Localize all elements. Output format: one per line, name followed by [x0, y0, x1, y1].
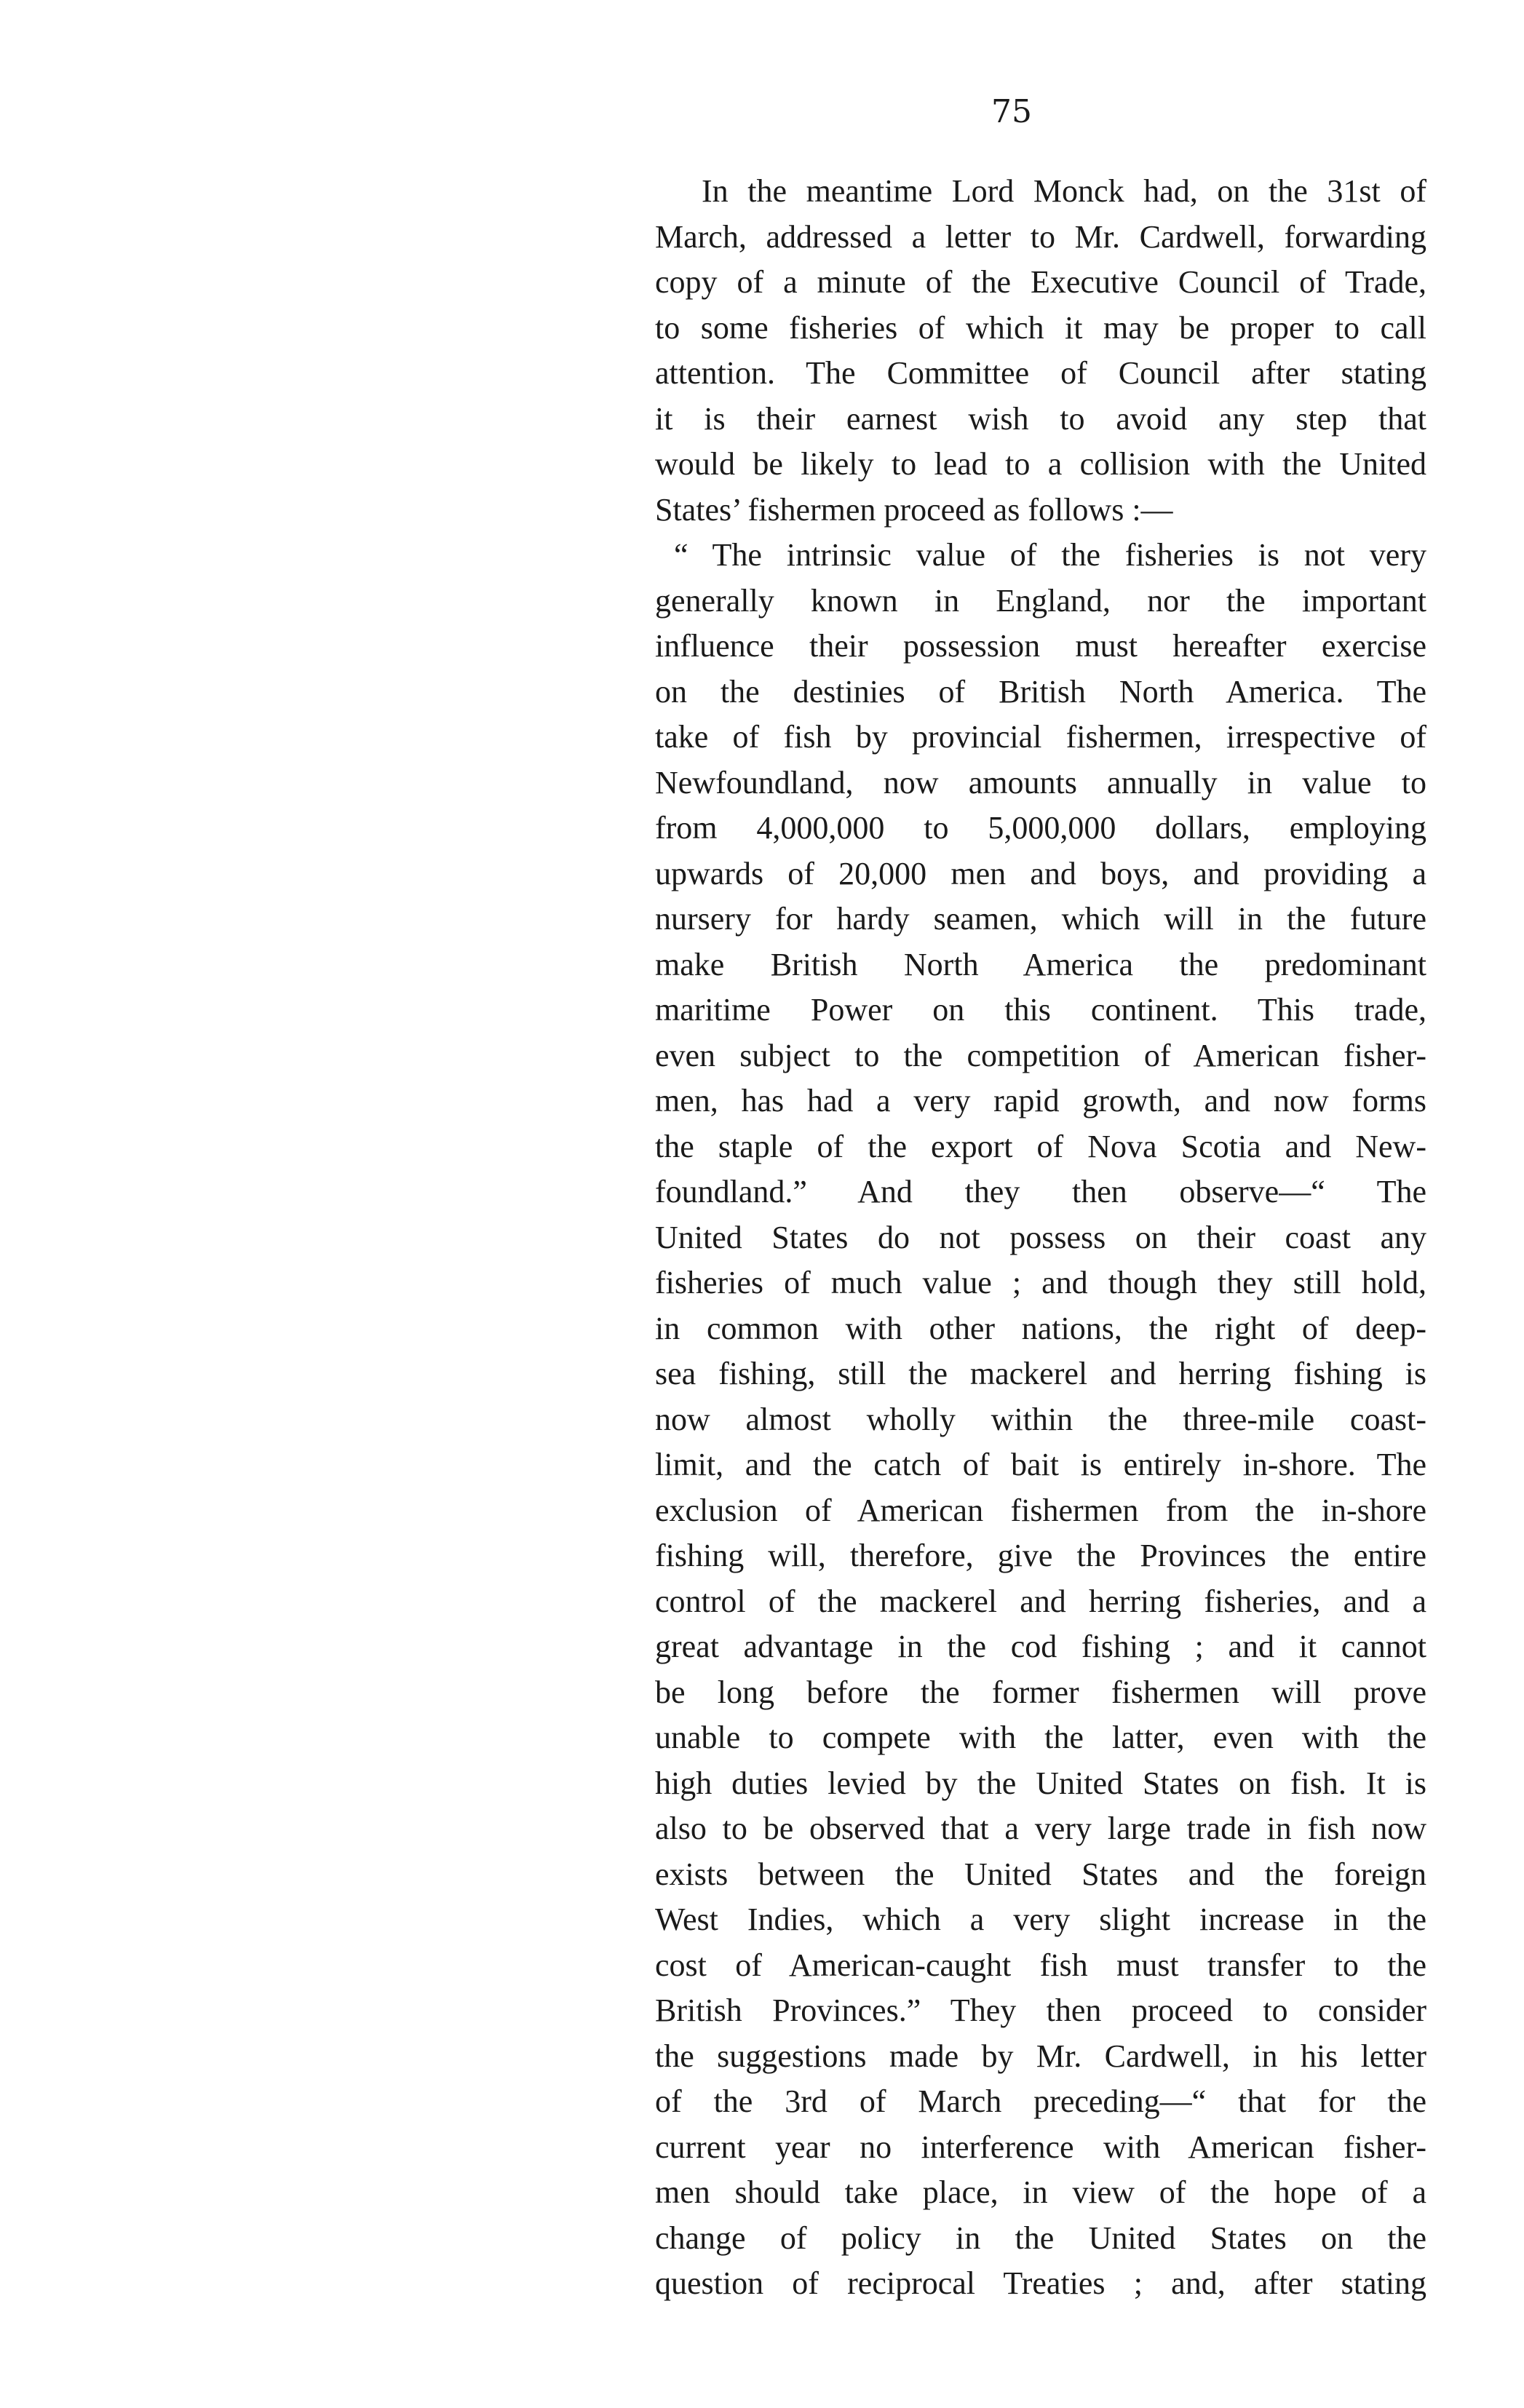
text-line: to some fisheries of which it may be proper to call — [655, 309, 1426, 346]
text-line: nursery for hardy seamen, which will in the future — [655, 901, 1426, 937]
text-line: would be likely to lead to a collision with the United — [655, 446, 1426, 482]
text-line: cost of American-caught fish must transfer to the — [655, 1947, 1426, 1983]
text-line: limit, and the catch of bait is entirely in-shore. The — [655, 1447, 1426, 1482]
text-line: unable to compete with the latter, even with the — [655, 1720, 1426, 1755]
text-line: upwards of 20,000 men and boys, and providing a — [655, 855, 1426, 891]
text-line: change of policy in the United States on the — [655, 2220, 1426, 2256]
text-line: on the destinies of British North America. The — [655, 673, 1426, 710]
text-line: fisheries of much value ; and though they still hold, — [655, 1265, 1426, 1300]
text-line: States’ fishermen proceed as follows :— — [655, 491, 1173, 528]
text-line: the suggestions made by Mr. Cardwell, in his letter — [655, 2038, 1426, 2074]
text-line: maritime Power on this continent. This trade, — [655, 992, 1426, 1028]
text-line: exclusion of American fishermen from the in-shore — [655, 1492, 1426, 1528]
text-line: also to be observed that a very large trade in fish now — [655, 1811, 1426, 1846]
text-line: be long before the former fishermen will prove — [655, 1674, 1426, 1710]
body-text — [655, 169, 1426, 2307]
text-line: exists between the United States and the foreign — [655, 1856, 1426, 1892]
text-line: sea fishing, still the mackerel and herring fishing is — [655, 1356, 1426, 1391]
text-line: in common with other nations, the right of deep- — [655, 1310, 1426, 1346]
text-line: the staple of the export of Nova Scotia and New- — [655, 1128, 1426, 1164]
text-line: take of fish by provincial fishermen, irrespective of — [655, 719, 1426, 755]
text-line: now almost wholly within the three-mile coast- — [655, 1401, 1426, 1437]
text-line: attention. The Committee of Council after stating — [655, 355, 1426, 391]
text-line: of the 3rd of March preceding—“ that for the — [655, 2083, 1426, 2119]
text-line: British Provinces.” They then proceed to consider — [655, 1992, 1426, 2028]
text-line: influence their possession must hereafter exercise — [655, 628, 1426, 664]
text-line: March, addressed a letter to Mr. Cardwell, forwarding — [655, 218, 1426, 255]
text-line: foundland.” And they then observe—“ The — [655, 1174, 1426, 1209]
text-line: West Indies, which a very slight increase in the — [655, 1902, 1426, 1937]
page-number: 75 — [991, 93, 1032, 130]
text-line: current year no interference with American fisher- — [655, 2129, 1426, 2165]
text-line: question of reciprocal Treaties ; and, after stating — [655, 2265, 1426, 2301]
text-line: men, has had a very rapid growth, and now forms — [655, 1083, 1426, 1118]
text-line: it is their earnest wish to avoid any step that — [655, 400, 1426, 437]
text-line: fishing will, therefore, give the Provinces the entire — [655, 1538, 1426, 1573]
text-line: copy of a minute of the Executive Council of Trade, — [655, 264, 1426, 300]
text-line: In the meantime Lord Monck had, on the 31st of — [702, 173, 1426, 209]
text-line: control of the mackerel and herring fisheries, and a — [655, 1583, 1426, 1619]
text-line: generally known in England, nor the important — [655, 582, 1426, 619]
text-line: men should take place, in view of the hope of a — [655, 2174, 1426, 2210]
text-line: great advantage in the cod fishing ; and it cannot — [655, 1629, 1426, 1664]
text-line: United States do not possess on their coast any — [655, 1219, 1426, 1255]
text-line: Newfoundland, now amounts annually in value to — [655, 764, 1426, 800]
text-line: high duties levied by the United States on fish. It is — [655, 1765, 1426, 1801]
text-line: “ The intrinsic value of the fisheries is not very — [674, 537, 1426, 573]
text-line: make British North America the predominant — [655, 946, 1426, 982]
text-line: even subject to the competition of American fisher- — [655, 1037, 1426, 1073]
text-line: from 4,000,000 to 5,000,000 dollars, employing — [655, 810, 1426, 846]
